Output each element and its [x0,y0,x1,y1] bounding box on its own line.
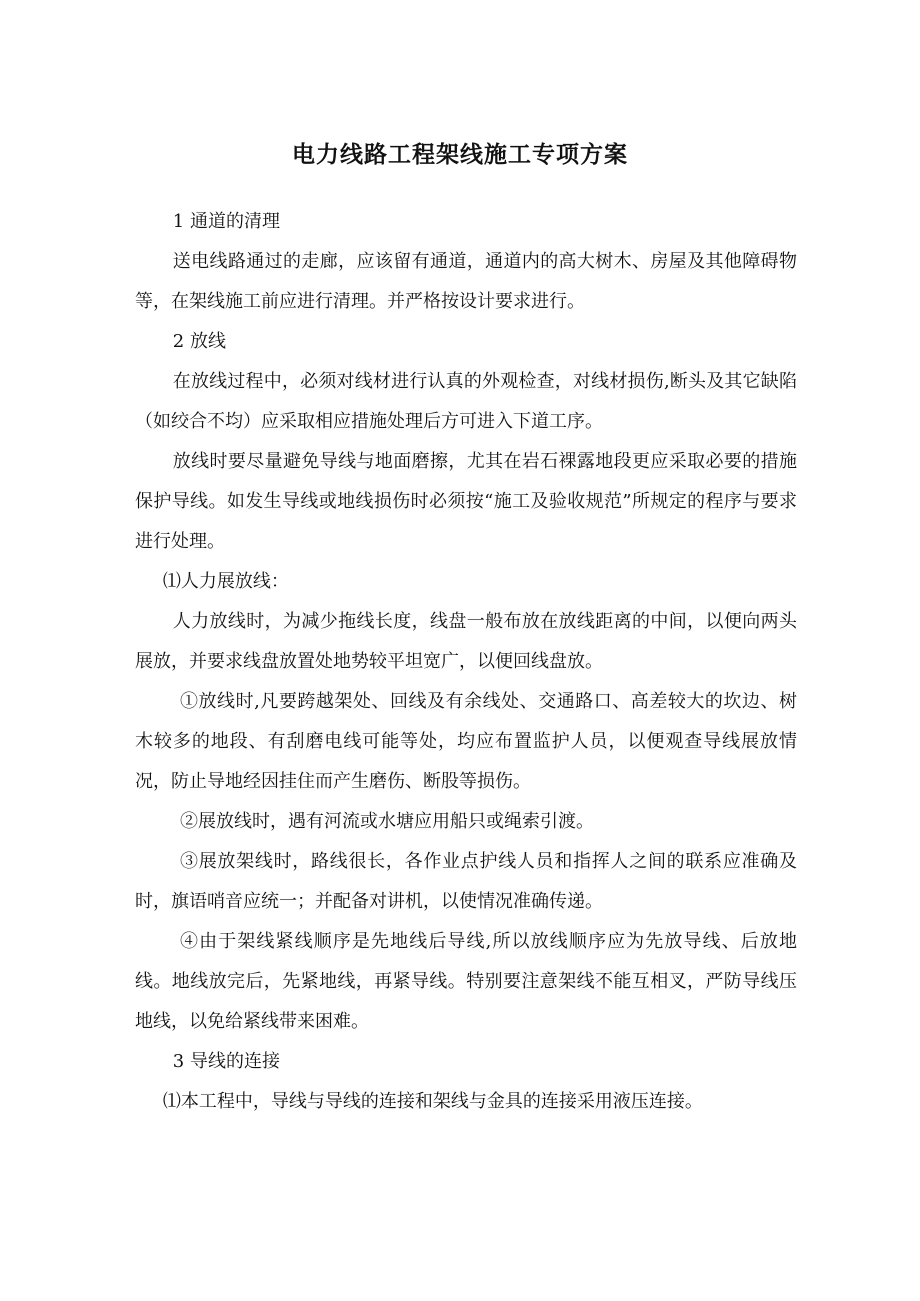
subheading-manual-release: ⑴人力展放线： [162,571,289,592]
document-title: 电力线路工程架线施工专项方案 [292,141,628,168]
list-item-1: ①放线时,凡要跨越架处、回线及有余线处、交通路口、高差较大的坎边、树木较多的地段、有刮磨电线可能等处，均应布置监护人员，以便观查导线展放情况，防止导地经因挂住而产生磨伤、断股等损伤。 [135,691,797,792]
section-heading-1: 1 通道的清理 [172,211,280,232]
paragraph-inspection: 在放线过程中，必须对线材进行认真的外观检查，对线材损伤,断头及其它缺陷（如绞合不均）应采取相应措施处理后方可进入下道工序。 [135,371,797,432]
list-item-4: ④由于架线紧线顺序是先地线后导线,所以放线顺序应为先放导线、后放地线。地线放完后，先紧地线，再紧导线。特别要注意架线不能互相叉，严防导线压地线，以免给紧线带来困难。 [135,931,797,1032]
section-heading-2: 2 放线 [172,331,226,352]
document-body [135,202,797,1122]
section-heading-3: 3 导线的连接 [172,1051,280,1072]
paragraph-protection: 放线时要尽量避免导线与地面磨擦，尤其在岩石裸露地段更应采取必要的措施保护导线。如发生导线或地线损伤时必须按“施工及验收规范”所规定的程序与要求进行处理。 [135,451,797,552]
paragraph-conductor-connection: ⑴本工程中，导线与导线的连接和架线与金具的连接采用液压连接。 [162,1091,703,1112]
paragraph-channel-clearing: 送电线路通过的走廊，应该留有通道，通道内的高大树木、房屋及其他障碍物等，在架线施工前应进行清理。并严格按设计要求进行。 [135,251,797,312]
list-item-3: ③展放架线时，路线很长，各作业点护线人员和指挥人之间的联系应准确及时，旗语哨音应统一；并配备对讲机，以使情况准确传递。 [135,851,797,912]
paragraph-manual-release: 人力放线时，为减少拖线长度，线盘一般布放在放线距离的中间，以便向两头展放，并要求线盘放置处地势较平坦宽广，以便回线盘放。 [135,611,797,672]
list-item-2: ②展放线时，遇有河流或水塘应用船只或绳索引渡。 [180,811,594,832]
